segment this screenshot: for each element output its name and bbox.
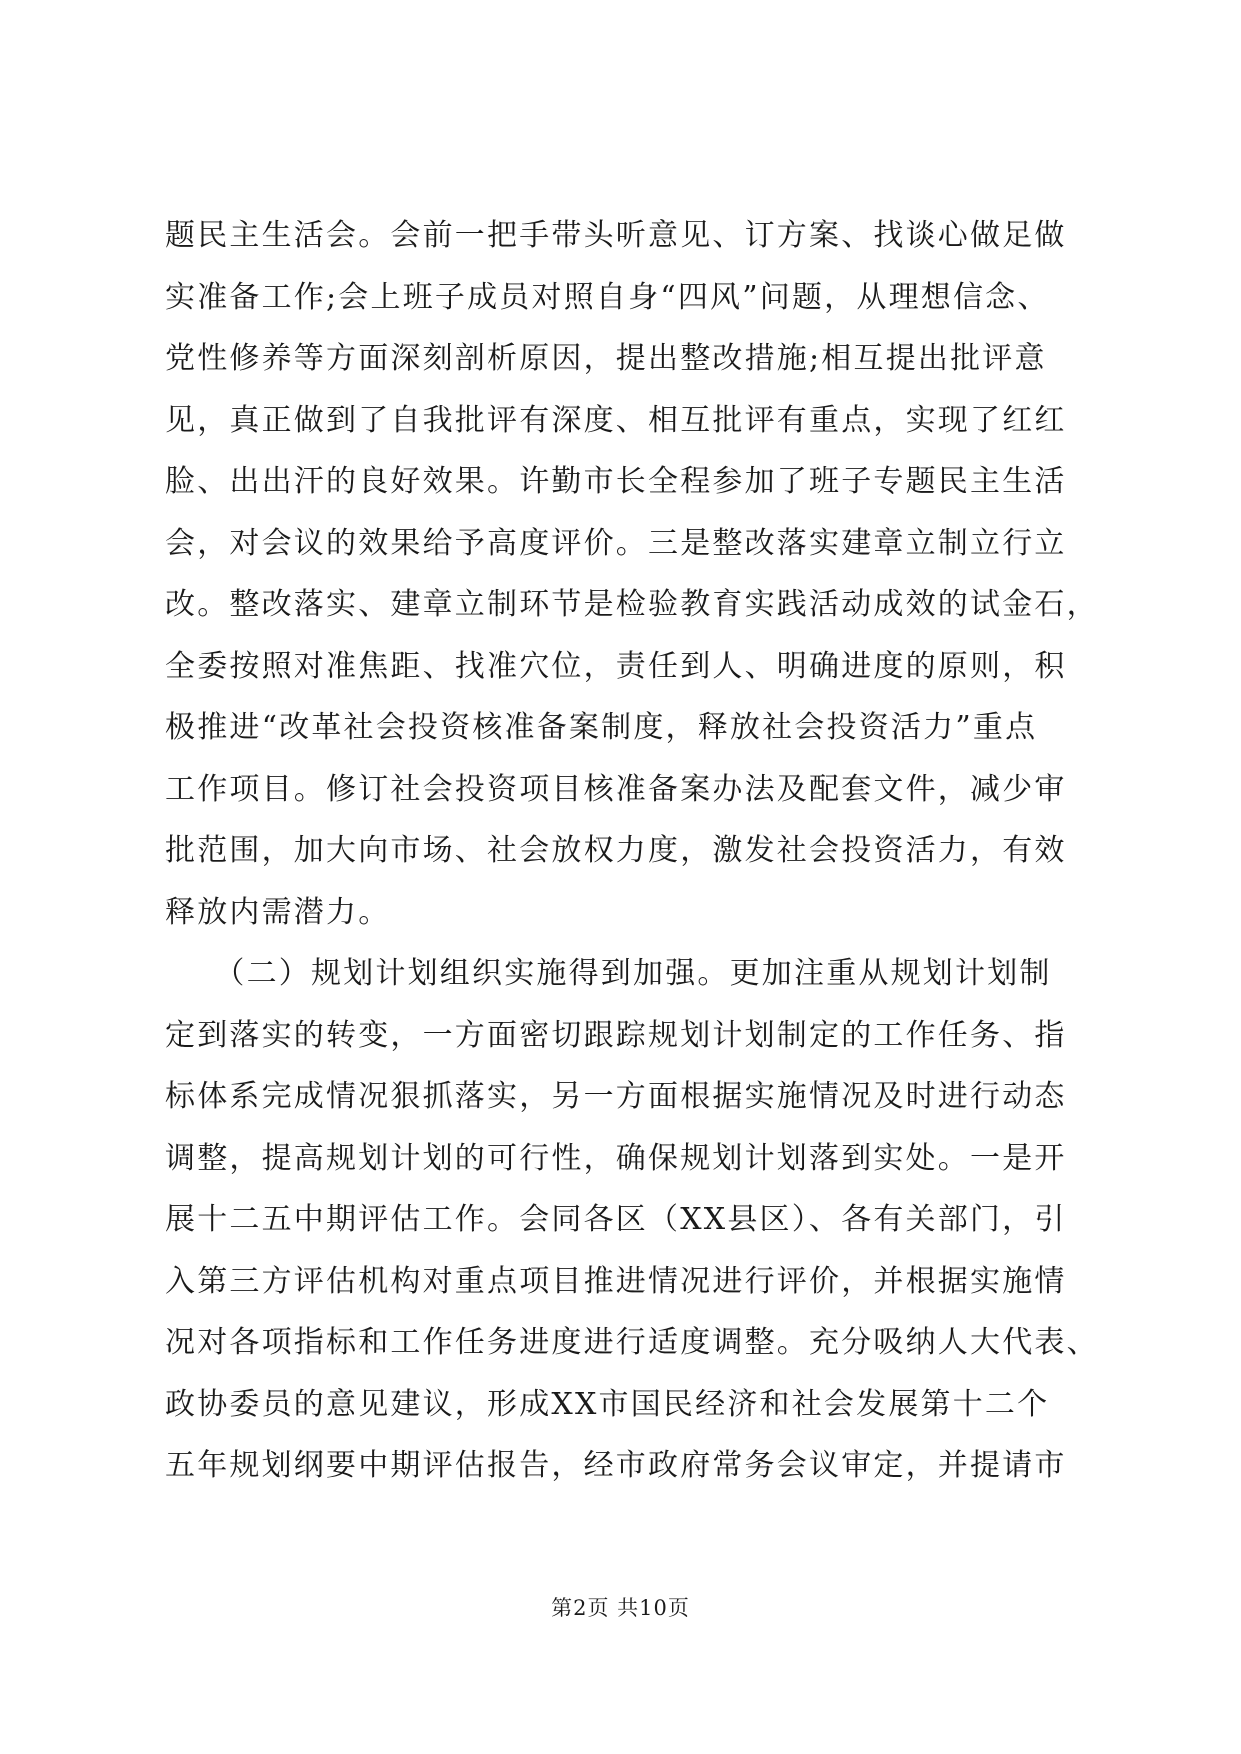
text-line: 入第三方评估机构对重点项目推进情况进行评价，并根据实施情: [165, 1263, 1067, 1299]
text-line: 会，对会议的效果给予高度评价。三是整改落实建章立制立行立: [165, 525, 1067, 561]
section-heading-line: （二）规划计划组织实施得到加强。更加注重从规划计划制: [165, 956, 1052, 991]
text-line: 调整，提高规划计划的可行性，确保规划计划落到实处。一是开: [165, 1140, 1067, 1176]
text-line: 释放内需潜力。: [165, 894, 391, 930]
page-number: 第2页 共10页: [551, 1596, 690, 1620]
page-footer: [0, 1592, 1241, 1622]
text-line: 见，真正做到了自我批评有深度、相互批评有重点，实现了红红: [165, 402, 1067, 438]
text-line: 况对各项指标和工作任务进度进行适度调整。充分吸纳人大代表、: [165, 1325, 1099, 1360]
text-line: 政协委员的意见建议，形成XX市国民经济和社会发展第十二个: [165, 1386, 1050, 1422]
text-line: 定到落实的转变，一方面密切跟踪规划计划制定的工作任务、指: [165, 1017, 1067, 1053]
text-line: 党性修养等方面深刻剖析原因，提出整改措施;相互提出批评意: [165, 341, 1047, 376]
text-line: 标体系完成情况狠抓落实，另一方面根据实施情况及时进行动态: [165, 1079, 1067, 1114]
text-line: 五年规划纲要中期评估报告，经市政府常务会议审定，并提请市: [165, 1448, 1067, 1483]
text-line: 全委按照对准焦距、找准穴位，责任到人、明确进度的原则，积: [165, 648, 1067, 684]
text-line: 脸、出出汗的良好效果。许勤市长全程参加了班子专题民主生活: [165, 464, 1067, 499]
text-line: 改。整改落实、建章立制环节是检验教育实践活动成效的试金石，: [165, 587, 1099, 622]
text-line: 题民主生活会。会前一把手带头听意见、订方案、找谈心做足做: [165, 218, 1067, 253]
text-line: 展十二五中期评估工作。会同各区（XX县区）、各有关部门，引: [165, 1202, 1067, 1237]
text-line: 极推进“改革社会投资核准备案制度，释放社会投资活力”重点: [165, 710, 1038, 745]
text-line: 实准备工作;会上班子成员对照自身“四风”问题，从理想信念、: [165, 279, 1050, 315]
text-line: 批范围，加大向市场、社会放权力度，激发社会投资活力，有效: [165, 833, 1067, 868]
text-line: 工作项目。修订社会投资项目核准备案办法及配套文件，减少审: [165, 771, 1067, 807]
body-text: [165, 205, 1125, 1497]
